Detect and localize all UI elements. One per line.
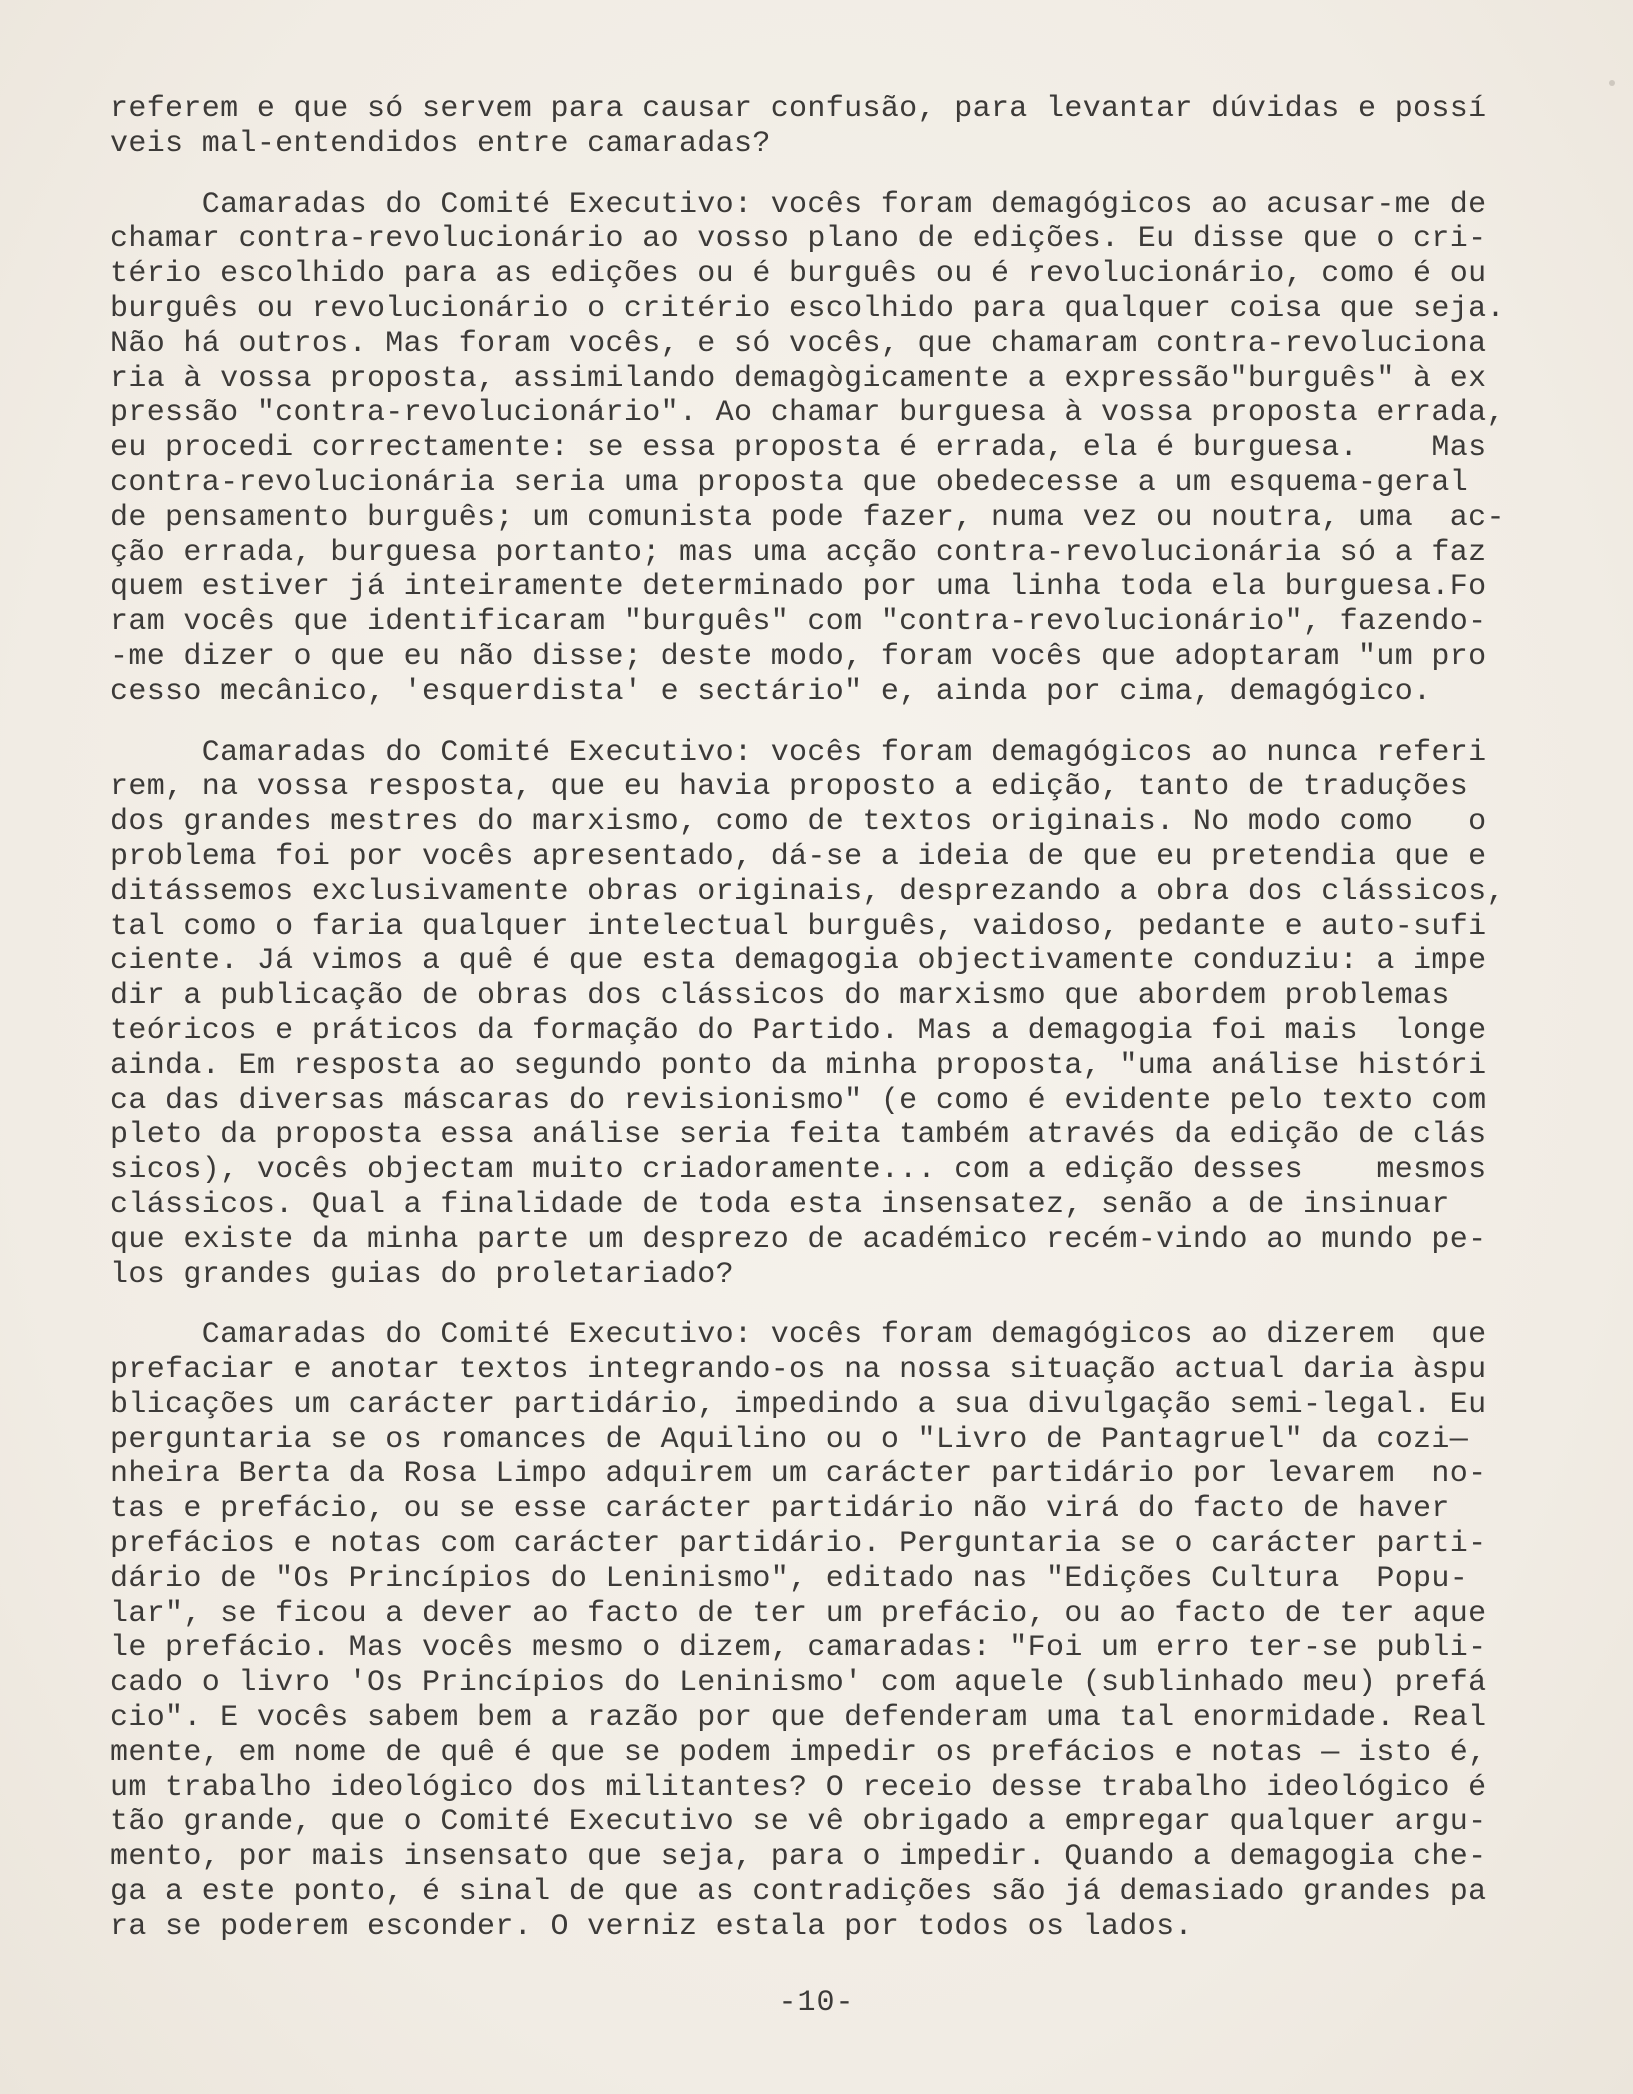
text-line: Não há outros. Mas foram vocês, e só vocês, que chamaram contra-revoluciona: [110, 326, 1487, 361]
text-line: lar", se ficou a dever ao facto de ter um prefácio, ou ao facto de ter aque: [110, 1596, 1487, 1631]
paragraph-gap: [110, 1292, 1590, 1318]
text-line: dário de "Os Princípios do Leninismo", editado nas "Edições Cultura Popu-: [110, 1561, 1469, 1596]
text-line: blicações um carácter partidário, impedindo a sua divulgação semi-legal. Eu: [110, 1387, 1487, 1422]
text-line: cio". E vocês sabem bem a razão por que defenderam uma tal enormidade. Real: [110, 1701, 1487, 1736]
text-line: rem, na vossa resposta, que eu havia proposto a edição, tanto de traduções: [110, 770, 1469, 805]
paper-stain: [1609, 80, 1615, 86]
text-line: tério escolhido para as edições ou é burguês ou é revolucionário, como é ou: [110, 257, 1487, 292]
text-line: de pensamento burguês; um comunista pode fazer, numa vez ou noutra, uma ac-: [110, 500, 1505, 535]
text-line: ditássemos exclusivamente obras originais, desprezando a obra dos clássicos,: [110, 874, 1505, 909]
text-line: teóricos e práticos da formação do Partido. Mas a demagogia foi mais longe: [110, 1013, 1487, 1048]
text-line: prefaciar e anotar textos integrando-os na nossa situação actual daria àspu: [110, 1353, 1487, 1388]
text-line: Camaradas do Comité Executivo: vocês foram demagógicos ao acusar-me de: [110, 187, 1487, 222]
text-line: le prefácio. Mas vocês mesmo o dizem, camaradas: "Foi um erro ter-se publi-: [110, 1631, 1487, 1666]
text-line: sicos), vocês objectam muito criadoramente... com a edição desses mesmos: [110, 1153, 1487, 1188]
page-number: -10-: [778, 1986, 855, 2020]
text-line: tal como o faria qualquer intelectual burguês, vaidoso, pedante e auto-sufi: [110, 909, 1487, 944]
text-line: cesso mecânico, 'esquerdista' e sectário" e, ainda por cima, demagógico.: [110, 674, 1432, 709]
paragraph: [110, 188, 1590, 710]
text-line: dos grandes mestres do marxismo, como de textos originais. No modo como o: [110, 805, 1487, 840]
text-line: tas e prefácio, ou se esse carácter partidário não virá do facto de haver: [110, 1492, 1450, 1527]
text-line: ga a este ponto, é sinal de que as contradições são já demasiado grandes pa: [110, 1875, 1487, 1910]
text-line: ciente. Já vimos a quê é que esta demagogia objectivamente conduziu: a impe: [110, 944, 1487, 979]
text-line: pleto da proposta essa análise seria feita também através da edição de clás: [110, 1118, 1487, 1153]
body-text: [110, 92, 1590, 1945]
text-line: clássicos. Qual a finalidade de toda esta insensatez, senão a de insinuar: [110, 1187, 1450, 1222]
text-line: cado o livro 'Os Princípios do Leninismo' com aquele (sublinhado meu) prefá: [110, 1666, 1487, 1701]
text-line: nheira Berta da Rosa Limpo adquirem um carácter partidário por levarem no-: [110, 1457, 1487, 1492]
text-line: ria à vossa proposta, assimilando demagògicamente a expressão"burguês" à ex: [110, 361, 1487, 396]
text-line: ra se poderem esconder. O verniz estala por todos os lados.: [110, 1909, 1193, 1944]
text-line: eu procedi correctamente: se essa proposta é errada, ela é burguesa. Mas: [110, 431, 1487, 466]
text-line: Camaradas do Comité Executivo: vocês foram demagógicos ao nunca referi: [110, 735, 1487, 770]
text-line: mento, por mais insensato que seja, para o impedir. Quando a demagogia che-: [110, 1840, 1487, 1875]
paragraph-gap: [110, 162, 1590, 188]
text-line: Camaradas do Comité Executivo: vocês foram demagógicos ao dizerem que: [110, 1318, 1487, 1353]
text-line: referem e que só servem para causar confusão, para levantar dúvidas e possí: [110, 92, 1487, 126]
text-line: pressão "contra-revolucionário". Ao chamar burguesa à vossa proposta errada,: [110, 396, 1505, 431]
text-line: contra-revolucionária seria uma proposta que obedecesse a um esquema-geral: [110, 465, 1469, 500]
text-line: chamar contra-revolucionário ao vosso plano de edições. Eu disse que o cri-: [110, 222, 1487, 257]
text-line: prefácios e notas com carácter partidário. Perguntaria se o carácter parti-: [110, 1527, 1487, 1562]
text-line: ram vocês que identificaram "burguês" com "contra-revolucionário", fazendo-: [110, 605, 1487, 640]
text-line: los grandes guias do proletariado?: [110, 1257, 734, 1292]
text-line: ção errada, burguesa portanto; mas uma acção contra-revolucionária só a faz: [110, 535, 1487, 570]
text-line: ca das diversas máscaras do revisionismo" (e como é evidente pelo texto com: [110, 1083, 1487, 1118]
text-line: que existe da minha parte um desprezo de académico recém-vindo ao mundo pe-: [110, 1222, 1487, 1257]
text-line: ainda. Em resposta ao segundo ponto da minha proposta, "uma análise históri: [110, 1048, 1487, 1083]
text-line: -me dizer o que eu não disse; deste modo, foram vocês que adoptaram "um pro: [110, 639, 1487, 674]
paragraph: [110, 1318, 1590, 1944]
paragraph-gap: [110, 710, 1590, 736]
paragraph: [110, 92, 1590, 162]
text-line: tão grande, que o Comité Executivo se vê obrigado a empregar qualquer argu-: [110, 1805, 1487, 1840]
text-line: um trabalho ideológico dos militantes? O receio desse trabalho ideológico é: [110, 1770, 1487, 1805]
paragraph: [110, 736, 1590, 1293]
text-line: perguntaria se os romances de Aquilino ou o "Livro de Pantagruel" da cozi—: [110, 1422, 1469, 1457]
text-line: problema foi por vocês apresentado, dá-se a ideia de que eu pretendia que e: [110, 839, 1487, 874]
text-line: burguês ou revolucionário o critério escolhido para qualquer coisa que seja.: [110, 291, 1505, 326]
text-line: dir a publicação de obras dos clássicos do marxismo que abordem problemas: [110, 979, 1450, 1014]
text-line: quem estiver já inteiramente determinado por uma linha toda ela burguesa.Fo: [110, 570, 1487, 605]
text-line: mente, em nome de quê é que se podem impedir os prefácios e notas — isto é,: [110, 1735, 1487, 1770]
text-line: veis mal-entendidos entre camaradas?: [110, 126, 771, 161]
